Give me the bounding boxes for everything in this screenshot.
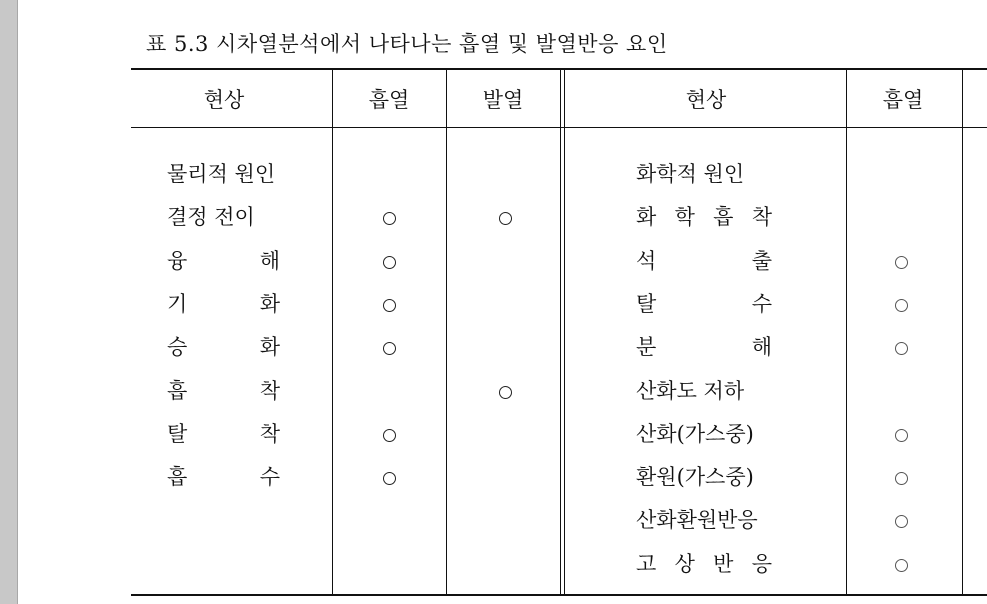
column-divider [962, 70, 963, 595]
chemical-row-label: 산화(가스중) [636, 421, 754, 446]
physical-row-label: 결정 전이 [167, 205, 255, 230]
endothermic-mark [895, 299, 908, 312]
chemical-row-label: 분 해 [636, 335, 772, 360]
chemical-causes-title: 화학적 원인 [636, 162, 745, 186]
column-divider-double-b [564, 70, 565, 595]
left-margin-bar [0, 0, 18, 604]
chemical-row-label: 산화환원반응 [636, 508, 758, 533]
header-exothermic-left: 발열 [482, 88, 524, 112]
physical-row-label: 승 화 [167, 335, 280, 360]
endothermic-mark [895, 472, 908, 485]
chemical-row-label: 석 출 [636, 248, 772, 273]
endothermic-mark [895, 429, 908, 442]
endothermic-mark [383, 256, 396, 269]
header-endothermic-right: 흡열 [882, 88, 924, 112]
endothermic-mark [895, 342, 908, 355]
header-phenomenon-right: 현상 [685, 88, 727, 112]
endothermic-mark [383, 212, 396, 225]
physical-row-label: 융 해 [167, 248, 280, 273]
chemical-row-label: 산화도 저하 [636, 378, 745, 403]
endothermic-mark [383, 342, 396, 355]
header-phenomenon-left: 현상 [203, 88, 245, 112]
endothermic-mark [383, 472, 396, 485]
chemical-row-label: 환원(가스중) [636, 465, 754, 490]
endothermic-mark [895, 515, 908, 528]
chemical-row-label: 탈 수 [636, 291, 772, 316]
physical-row-label: 흡 수 [167, 465, 280, 490]
exothermic-mark [499, 212, 512, 225]
physical-row-label: 흡 착 [167, 378, 280, 403]
endothermic-mark [383, 429, 396, 442]
column-divider [332, 70, 333, 595]
physical-causes-title: 물리적 원인 [167, 162, 276, 186]
table-top-rule [131, 68, 987, 70]
table-bottom-rule [131, 594, 987, 596]
table-caption: 표 5.3 시차열분석에서 나타나는 흡열 및 발열반응 요인 [146, 32, 668, 56]
endothermic-mark [895, 256, 908, 269]
chemical-row-label: 고 상 반 응 [636, 551, 772, 576]
endothermic-mark [383, 299, 396, 312]
endothermic-mark [895, 559, 908, 572]
physical-row-label: 탈 착 [167, 421, 280, 446]
header-bottom-rule [131, 127, 987, 128]
exothermic-mark [499, 386, 512, 399]
column-divider-double-a [560, 70, 561, 595]
column-divider [846, 70, 847, 595]
header-endothermic-left: 흡열 [368, 88, 410, 112]
column-divider [446, 70, 447, 595]
chemical-row-label: 화 학 흡 착 [636, 205, 772, 230]
physical-row-label: 기 화 [167, 291, 280, 316]
